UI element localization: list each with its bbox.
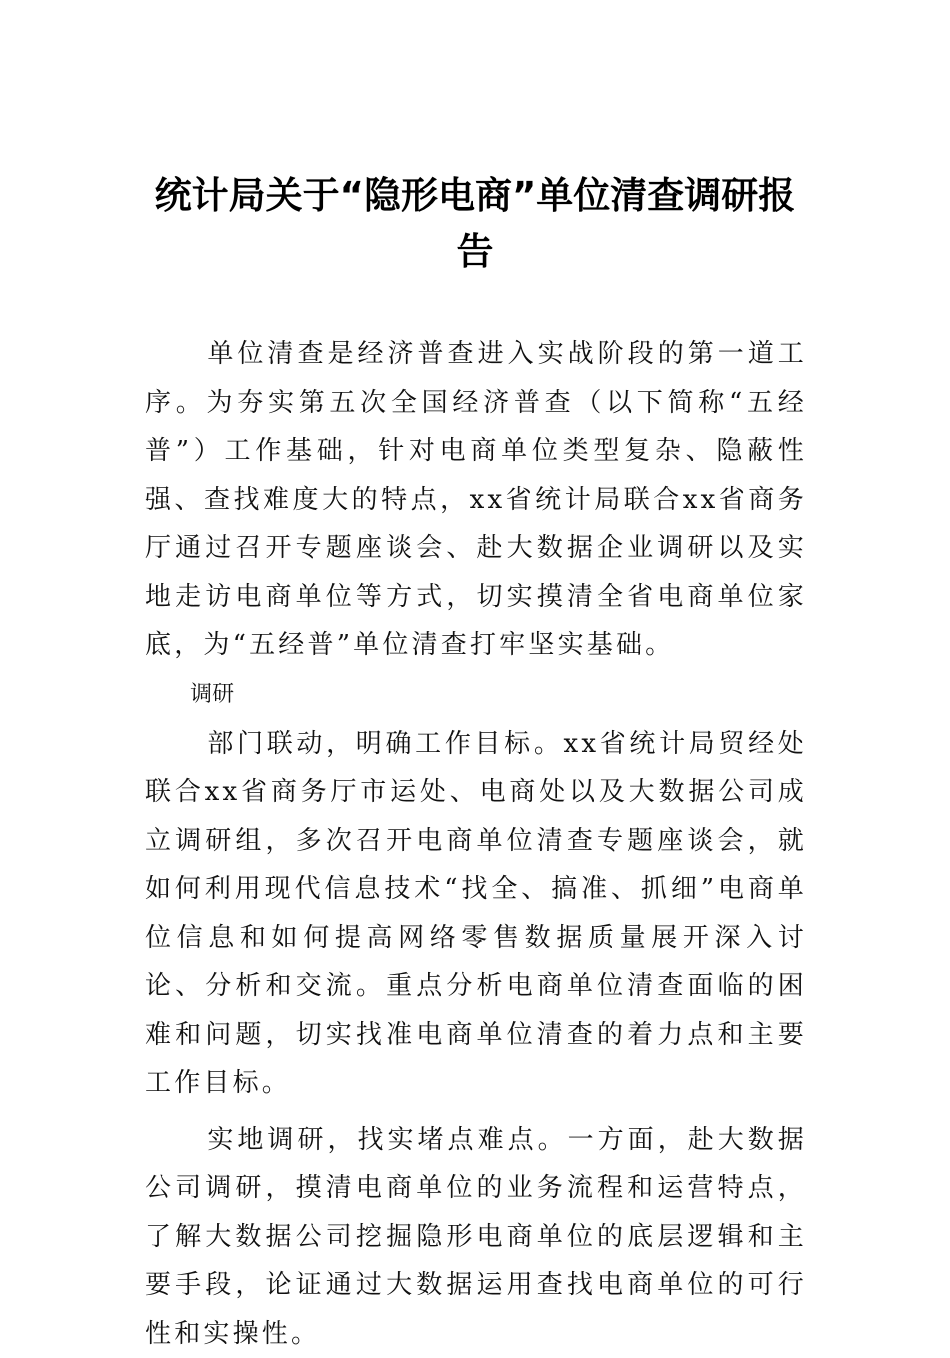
paragraph-department-linkage: 部门联动，明确工作目标。xx省统计局贸经处联合xx省商务厅市运处、电商处以及大数据公司成立调研组，多次召开电商单位清查专题座谈会，就如何利用现代信息技术“找全、搞准、抓细”电商单位信息和如何提高网络零售数据质量展开深入讨论、分析和交流。重点分析电商单位清查面临的困难和问题，切实找准电商单位清查的着力点和主要工作目标。 [145, 720, 807, 1108]
document-body [145, 330, 807, 1358]
paragraph-intro: 单位清查是经济普查进入实战阶段的第一道工序。为夯实第五次全国经济普查（以下简称“五经普”）工作基础，针对电商单位类型复杂、隐蔽性强、查找难度大的特点，xx省统计局联合xx省商务厅通过召开专题座谈会、赴大数据企业调研以及实地走访电商单位等方式，切实摸清全省电商单位家底，为“五经普”单位清查打牢坚实基础。 [145, 330, 807, 670]
paragraph-field-research: 实地调研，找实堵点难点。一方面，赴大数据公司调研，摸清电商单位的业务流程和运营特点，了解大数据公司挖掘隐形电商单位的底层逻辑和主要手段，论证通过大数据运用查找电商单位的可行性和实操性。 [145, 1116, 807, 1358]
section-heading: 调研 [145, 670, 807, 720]
document-title: 统计局关于“隐形电商”单位清查调研报告 [145, 168, 805, 280]
